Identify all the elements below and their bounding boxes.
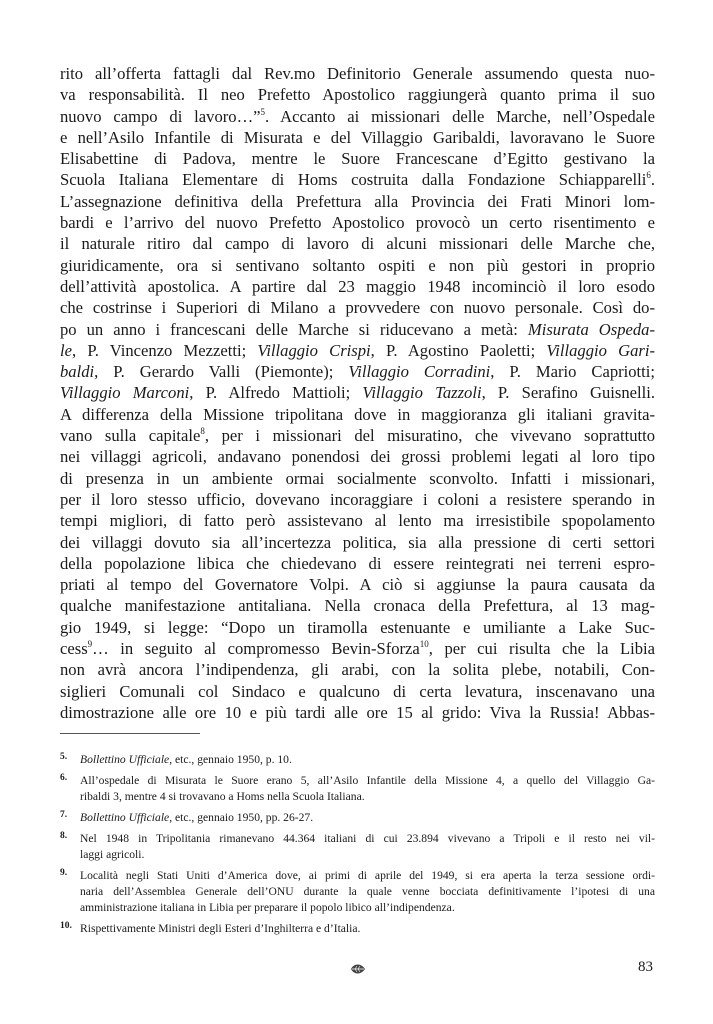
text-run: vano sulla capitale xyxy=(60,426,201,446)
text-run: Rispettivamente Ministri degli Esteri d’Inghilterra e d’Italia. xyxy=(80,922,361,935)
text-run: qualche manifestazione antitaliana. Nella cronaca della Prefettura, al 13 mag- xyxy=(60,596,655,616)
footnote-line xyxy=(80,900,655,916)
text-line xyxy=(60,404,655,425)
text-line xyxy=(60,617,655,638)
text-run: dell’attività apostolica. A partire dal 23 maggio 1948 incominciò il loro esodo xyxy=(60,276,655,296)
text-run: Scuola Italiana Elementare di Homs costruita dalla Fondazione Schiapparelli xyxy=(60,170,647,190)
italic-text: baldi xyxy=(60,362,95,382)
text-run: L’assegnazione definitiva della Prefettura alla Provincia dei Frati Minori lom- xyxy=(60,191,655,211)
text-run: Località negli Stati Uniti d’America dove, ai primi di aprile del 1949, si era aperta la terza sessione ordi- xyxy=(80,869,655,882)
leaf-ornament-icon xyxy=(350,962,366,976)
text-line xyxy=(60,510,655,531)
footnote-reference: 5 xyxy=(260,106,266,117)
italic-text: le xyxy=(60,340,72,360)
italic-text: Misurata Ospeda- xyxy=(527,319,655,339)
italic-text: Villaggio Marconi xyxy=(60,383,190,403)
text-run: , etc., gennaio 1950, p. 10. xyxy=(169,753,292,766)
text-run: non avrà ancora l’indipendenza, gli arabi, con la solita plebe, notabili, Con- xyxy=(60,660,655,680)
text-run: rito all’offerta fattagli dal Rev.mo Definitorio Generale assumendo questa nuo- xyxy=(60,64,655,83)
text-line xyxy=(60,276,655,297)
footnote-reference: 9 xyxy=(87,639,93,650)
text-line xyxy=(60,659,655,680)
text-run: , per cui risulta che la Libia xyxy=(428,639,656,659)
text-line xyxy=(60,106,655,127)
text-run: po un anno i francescani delle Marche si riducevano a metà: xyxy=(60,319,528,339)
footnote-number: 6. xyxy=(60,773,68,783)
footnote-reference: 6 xyxy=(646,170,651,181)
text-run: … in seguito al compromesso Bevin-Sforza xyxy=(92,639,420,659)
italic-text: Bollettino Ufficiale xyxy=(80,811,170,824)
text-run: dei villaggi dovuto sia all’incertezza politica, sia alla pressione di certi settori xyxy=(60,532,655,552)
text-line xyxy=(60,212,655,233)
text-run: , P. Vincenzo Mezzetti; xyxy=(71,340,258,360)
text-line xyxy=(60,532,655,553)
text-line xyxy=(60,574,655,595)
text-run: Nel 1948 in Tripolitania rimanevano 44.364 italiani di cui 23.894 vivevano a Tripoli e il resto nei vil- xyxy=(80,832,655,845)
text-run: Elisabettine di Padova, mentre le Suore Francescane d’Egitto gestivano la xyxy=(60,149,655,169)
text-line xyxy=(60,169,655,190)
footnote-reference: 10 xyxy=(419,639,429,650)
footnote-number: 8. xyxy=(60,831,68,841)
text-line xyxy=(60,127,655,148)
footnote xyxy=(60,921,655,937)
text-line xyxy=(60,148,655,169)
text-run: , P. Agostino Paoletti; xyxy=(370,340,547,360)
footnote-number: 5. xyxy=(60,752,68,762)
footnote-line xyxy=(80,752,655,768)
text-line xyxy=(60,638,655,659)
body-text xyxy=(60,63,655,723)
text-line xyxy=(60,446,655,467)
text-run: tempi migliori, di fatto però assistevano al lento ma irresistibile spopolamento xyxy=(60,511,655,531)
text-line xyxy=(60,340,655,361)
text-run: giuridicamente, ora si sentivano soltanto ospiti e non più gestori in proprio xyxy=(60,255,655,275)
footnote-line xyxy=(80,789,655,805)
footnote-line xyxy=(80,847,655,863)
footnote-line xyxy=(80,831,655,847)
footnote-line xyxy=(80,921,655,937)
page-number: 83 xyxy=(638,959,653,975)
text-run: laggi agricoli. xyxy=(80,848,145,861)
text-line xyxy=(60,361,655,382)
text-run: , P. Serafino Guisnelli. xyxy=(481,383,656,403)
text-run: ribaldi 3, mentre 4 si trovavano a Homs nella Scuola Italiana. xyxy=(80,790,365,803)
text-run: per il loro stesso ufficio, dovevano incoraggiare i coloni a resistere sperando in xyxy=(60,489,655,509)
text-run: di presenza in un ambiente ormai socialmente sconvolto. Infatti i missionari, xyxy=(60,468,655,488)
text-run: . Accanto ai missionari delle Marche, nell’Ospedale xyxy=(265,106,655,126)
text-line xyxy=(60,63,655,84)
text-line xyxy=(60,382,655,403)
italic-text: Villaggio Corradini xyxy=(348,362,491,382)
text-run: siglieri Comunali col Sindaco e qualcuno di certa levatura, inscenavano una xyxy=(60,681,655,701)
text-line xyxy=(60,255,655,276)
text-line xyxy=(60,553,655,574)
text-run: e nell’Asilo Infantile di Misurata e del Villaggio Garibaldi, lavoravano le Suore xyxy=(60,127,655,147)
footnote-line xyxy=(80,868,655,884)
text-run: A differenza della Missione tripolitana dove in maggioranza gli italiani gravita- xyxy=(60,404,655,424)
text-line xyxy=(60,595,655,616)
text-run: dimostrazione alle ore 10 e più tardi alle ore 15 al grido: Viva la Russia! Abbas- xyxy=(60,702,655,722)
footnote-line xyxy=(80,884,655,900)
footnote xyxy=(60,773,655,805)
text-line xyxy=(60,681,655,702)
footnote-number: 9. xyxy=(60,868,68,878)
footnote-line xyxy=(80,773,655,789)
text-run: va responsabilità. Il neo Prefetto Apostolico raggiungerà quanto prima il suo xyxy=(60,85,655,105)
text-run: . xyxy=(650,170,655,190)
text-run: gio 1949, si legge: “Dopo un tiramolla estenuante e umiliante a Lake Suc- xyxy=(60,617,655,637)
text-line xyxy=(60,319,655,340)
footnote xyxy=(60,868,655,916)
italic-text: Villaggio Gari- xyxy=(546,340,655,360)
text-run: cess xyxy=(60,639,88,659)
text-line xyxy=(60,233,655,254)
text-line xyxy=(60,297,655,318)
text-run: priati al tempo del Governatore Volpi. A ciò si aggiunse la paura causata da xyxy=(60,575,655,595)
footnote-divider xyxy=(60,733,200,734)
text-run: amministrazione italiana in Libia per preparare il popolo libico all’indipendenza. xyxy=(80,901,455,914)
text-line xyxy=(60,191,655,212)
text-run: che costrinse i Superiori di Milano a provvedere con nuovo personale. Così do- xyxy=(60,298,655,318)
text-run: , P. Alfredo Mattioli; xyxy=(189,383,363,403)
italic-text: Villaggio Tazzoli xyxy=(362,383,482,403)
footnote-line xyxy=(80,810,655,826)
footnote-number: 10. xyxy=(60,921,72,931)
footnote xyxy=(60,831,655,863)
text-run: il naturale ritiro dal campo di lavoro di alcuni missionari delle Marche che, xyxy=(60,234,655,254)
text-run: della popolazione libica che chiedevano di essere reintegrati nei terreni espro- xyxy=(60,553,655,573)
text-line xyxy=(60,425,655,446)
text-run: naria dell’Assemblea Generale dell’ONU durante la quale venne bocciata definitivamente l’ipotesi di una xyxy=(80,885,655,898)
text-line xyxy=(60,702,655,723)
text-run: bardi e l’arrivo del nuovo Prefetto Apostolico provocò un certo risentimento e xyxy=(60,213,655,233)
footnotes xyxy=(60,752,655,942)
text-run: , P. Mario Capriotti; xyxy=(490,362,655,382)
footnote xyxy=(60,810,655,826)
text-run: , etc., gennaio 1950, pp. 26-27. xyxy=(169,811,314,824)
text-run: , P. Gerardo Valli (Piemonte); xyxy=(94,362,349,382)
text-line xyxy=(60,468,655,489)
footnote-number: 7. xyxy=(60,810,68,820)
italic-text: Villaggio Crispi xyxy=(257,340,371,360)
footnote-reference: 8 xyxy=(200,426,205,437)
text-line xyxy=(60,489,655,510)
text-run: All’ospedale di Misurata le Suore erano 5, all’Asilo Infantile della Missione 4, a quello del Villaggio Ga- xyxy=(80,774,655,787)
text-line xyxy=(60,84,655,105)
footnote xyxy=(60,752,655,768)
text-run: nei villaggi agricoli, andavano ponendosi dei grossi problemi legati al loro tipo xyxy=(60,447,655,467)
text-run: nuovo campo di lavoro…” xyxy=(60,106,261,126)
text-run: , per i missionari del misuratino, che vivevano soprattutto xyxy=(204,426,656,446)
italic-text: Bollettino Ufficiale xyxy=(80,753,170,766)
